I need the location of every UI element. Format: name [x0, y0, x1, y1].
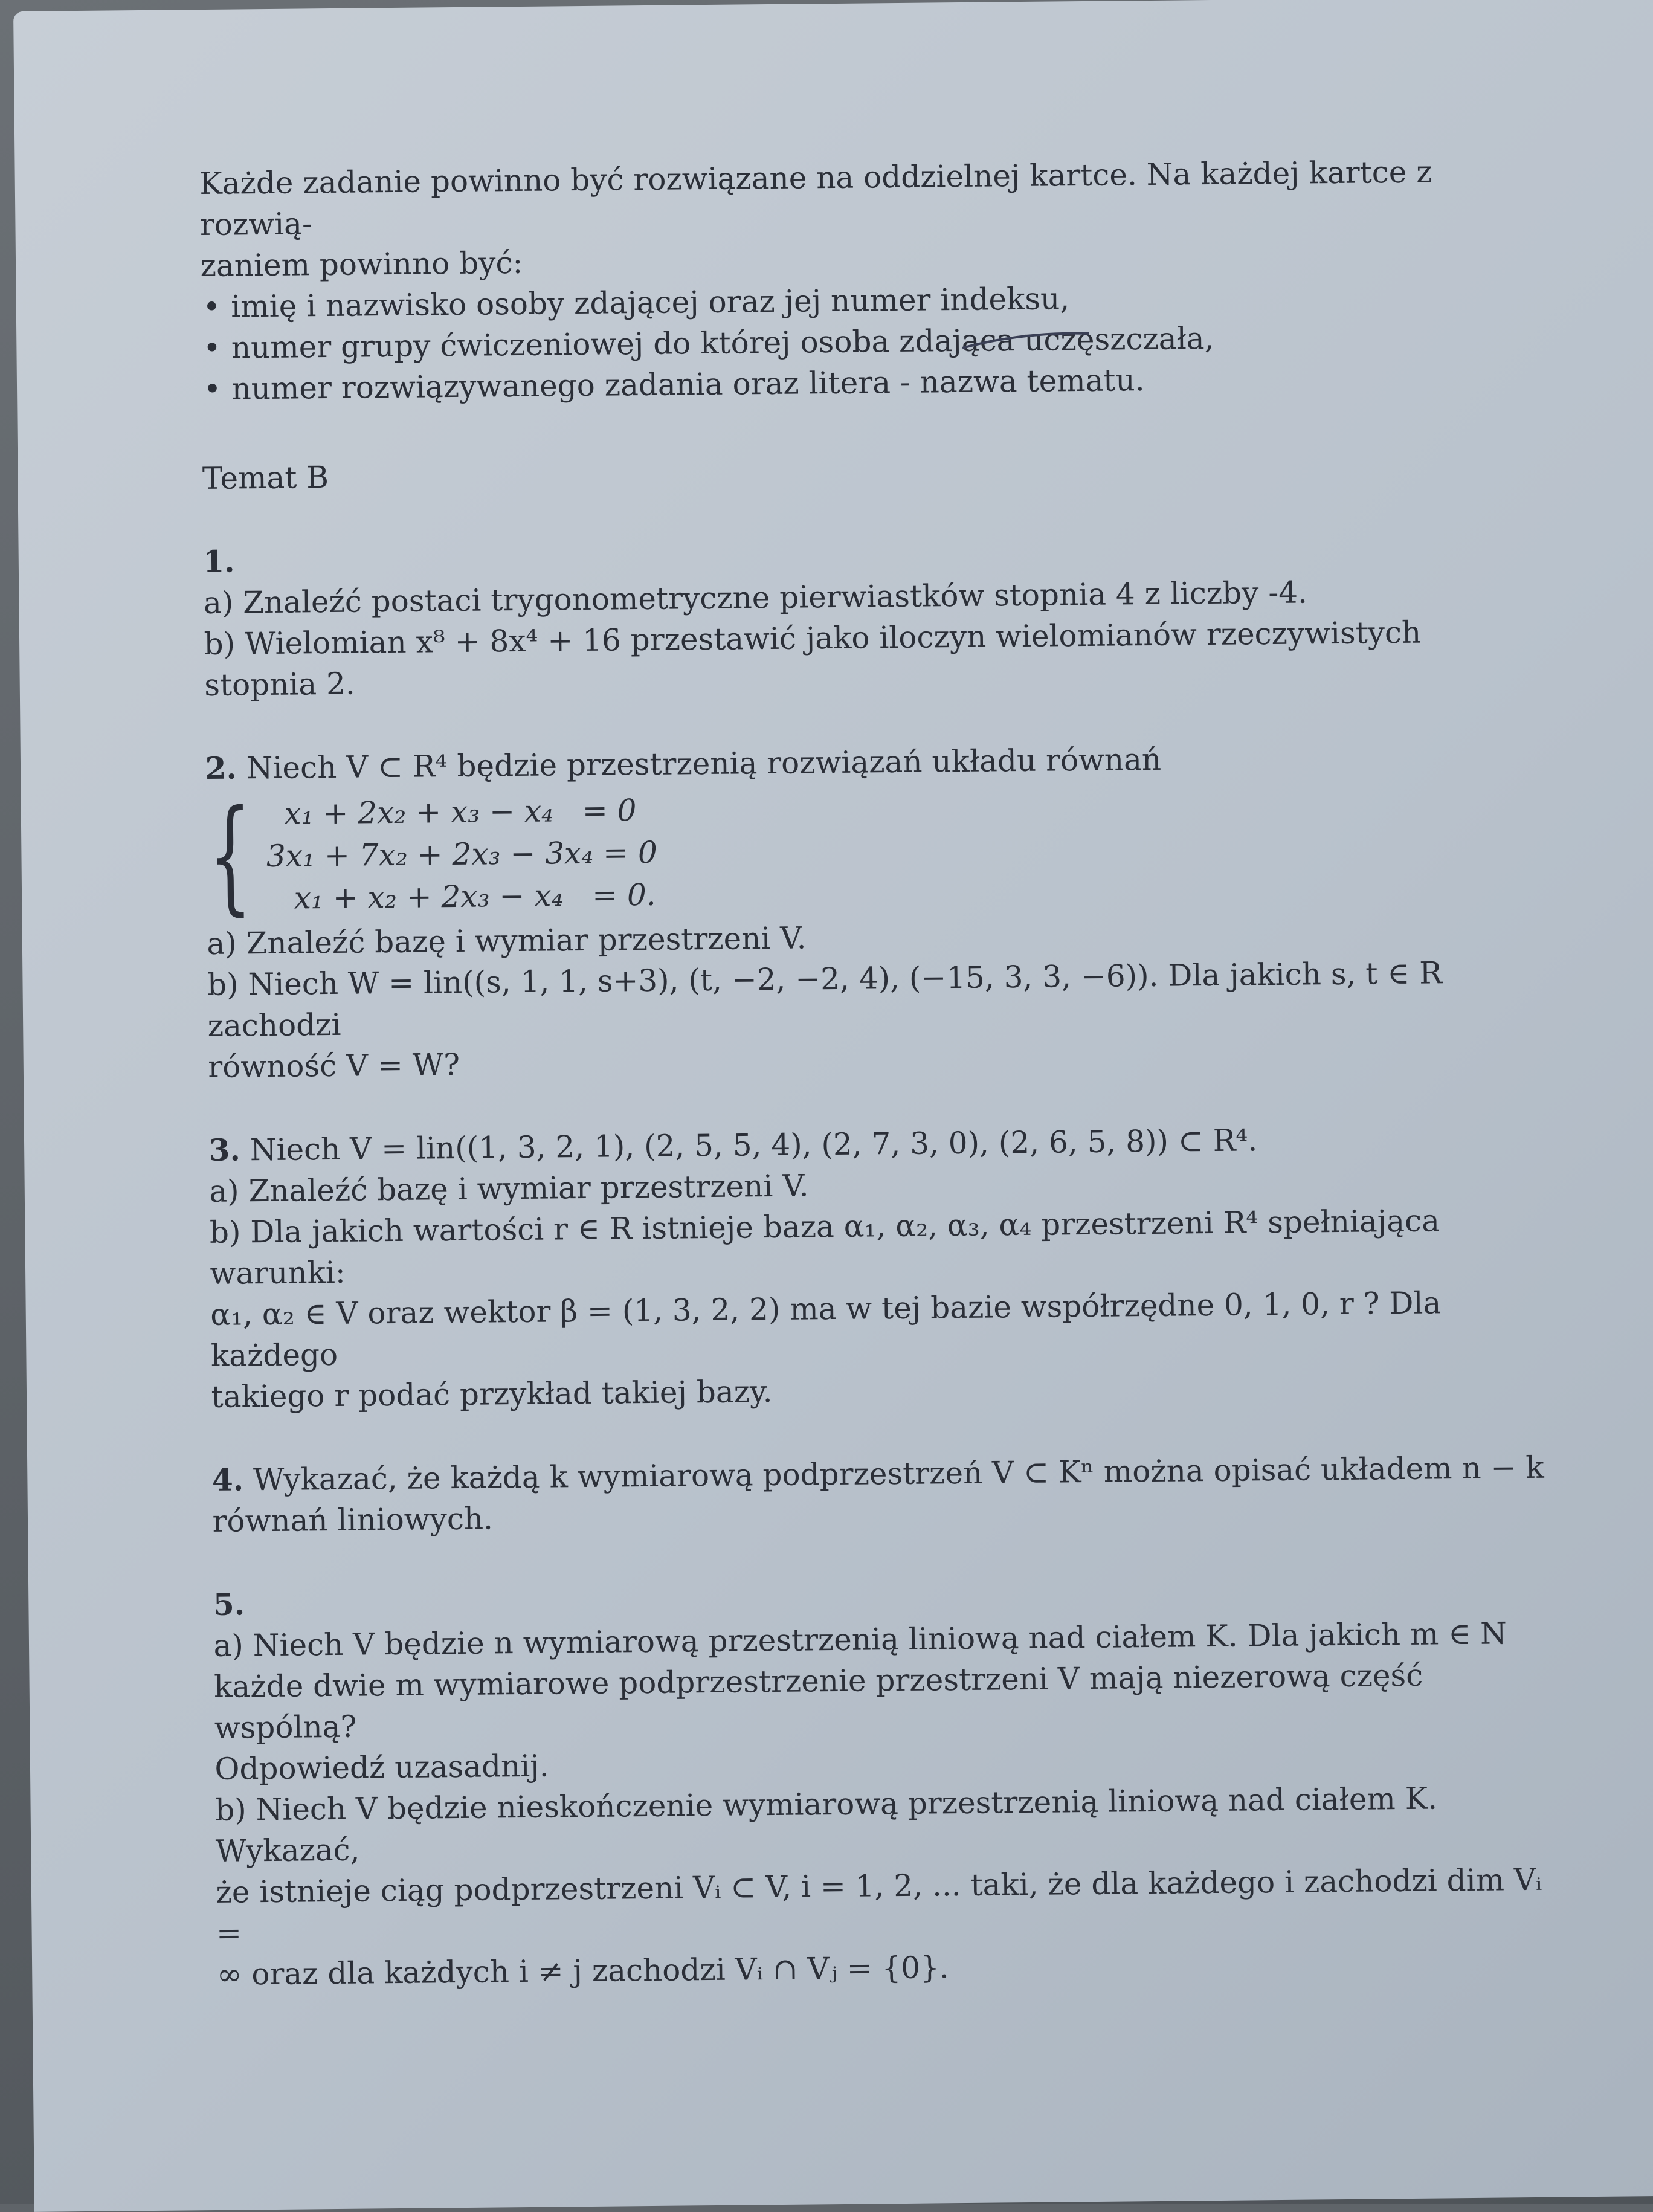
bullet-icon: •	[202, 289, 221, 324]
task-number: 2.	[205, 750, 237, 786]
task-2-part-b-line-2: równość V = W?	[208, 1046, 460, 1085]
task-2-part-a: a) Znaleźć bazę i wymiar przestrzeni V.	[207, 920, 807, 961]
task-5-part-b-line-3: ∞ oraz dla każdych i ≠ j zachodzi Vᵢ ∩ Vⱼ = {0}.	[216, 1950, 950, 1992]
task-4-text: Wykazać, że każdą k wymiarową podprzestrzeń V ⊂ Kⁿ można opisać układem n − k	[253, 1449, 1544, 1498]
task-3-part-b-line-3: takiego r podać przykład takiej bazy.	[211, 1373, 773, 1414]
task-2-part-b-line-1: b) Niech W = lin((s, 1, 1, s+3), (t, −2, −2, 4), (−15, 3, 3, −6)). Dla jakich s, t ∈ R zachodzi	[207, 955, 1443, 1043]
task-3	[208, 1117, 1552, 1417]
equation-3: x₁ + x₂ + 2x₃ − x₄ = 0.	[294, 877, 656, 916]
instructions-line-2: zaniem powinno być:	[200, 245, 523, 283]
task-5-part-b-line-2: że istnieje ciąg podprzestrzeni Vᵢ ⊂ V, i = 1, 2, ... taki, że dla każdego i zachodzi dim Vᵢ =	[216, 1862, 1542, 1951]
task-4	[212, 1447, 1554, 1542]
task-5-part-b-line-1: b) Niech V będzie nieskończenie wymiarową przestrzenią liniową nad ciałem K. Wykazać,	[214, 1781, 1438, 1869]
equation-1: x₁ + 2x₂ + x₃ − x₄ = 0	[284, 793, 637, 831]
equation-system	[205, 781, 1548, 928]
task-1-part-a: a) Znaleźć postaci trygonometryczne pierwiastków stopnia 4 z liczby -4.	[203, 575, 1308, 621]
task-5-part-a-line-3: Odpowiedź uzasadnij.	[214, 1748, 549, 1787]
left-brace-icon: {	[207, 784, 253, 928]
requirement-text: numer rozwiązywanego zadania oraz litera - nazwa tematu.	[231, 362, 1145, 407]
task-number: 5.	[213, 1586, 245, 1622]
instructions-line-1: Każde zadanie powinno być rozwiązane na oddzielnej kartce. Na każdej kartce z rozwią-	[199, 154, 1432, 242]
task-2-intro	[205, 735, 1547, 789]
task-number: 1.	[203, 543, 235, 579]
task-5-part-a-line-2: każde dwie m wymiarowe podprzestrzenie przestrzeni V mają niezerową część wspólną?	[213, 1657, 1423, 1746]
task-3-part-a: a) Znaleźć bazę i wymiar przestrzeni V.	[209, 1168, 809, 1209]
task-2	[205, 735, 1549, 1088]
task-3-part-b-line-1: b) Dla jakich wartości r ∈ R istnieje baza α₁, α₂, α₃, α₄ przestrzeni R⁴ spełniająca warunki:	[209, 1203, 1440, 1291]
task-number: 3.	[208, 1132, 241, 1168]
requirement-text: imię i nazwisko osoby zdającej oraz jej numer indeksu,	[231, 281, 1070, 324]
task-number: 4.	[211, 1462, 244, 1498]
requirements-list	[201, 274, 1543, 410]
bullet-icon: •	[203, 371, 222, 407]
task-1-part-b-line-2: stopnia 2.	[204, 666, 356, 703]
topic-heading: Temat B	[202, 459, 329, 496]
exam-sheet	[199, 150, 1558, 1995]
equation-2: 3x₁ + 7x₂ + 2x₃ − 3x₄ = 0	[266, 834, 658, 874]
task-1-part-b-line-1: b) Wielomian x⁸ + 8x⁴ + 16 przestawić jako iloczyn wielomianów rzeczywistych	[204, 614, 1422, 662]
task-5-part-a-line-1: a) Niech V będzie n wymiarową przestrzenią liniową nad ciałem K. Dla jakich m ∈ N	[213, 1616, 1507, 1663]
task-1	[203, 529, 1546, 706]
instructions	[199, 150, 1543, 410]
task-3-part-b-line-2: α₁, α₂ ∈ V oraz wektor β = (1, 3, 2, 2) ma w tej bazie współrzędne 0, 1, 0, r ? Dla każdego	[210, 1285, 1442, 1373]
bullet-icon: •	[202, 330, 221, 366]
task-4-line-2: równań liniowych.	[212, 1501, 494, 1539]
requirement-text: numer grupy ćwiczeniowej do której osoba zdająca uczęszczała,	[231, 320, 1214, 366]
task-5	[213, 1572, 1558, 1995]
task-2-intro-text: Niech V ⊂ R⁴ będzie przestrzenią rozwiązań układu równań	[246, 741, 1162, 786]
task-3-intro-text: Niech V = lin((1, 3, 2, 1), (2, 5, 5, 4), (2, 7, 3, 0), (2, 6, 5, 8)) ⊂ R⁴.	[250, 1123, 1258, 1168]
